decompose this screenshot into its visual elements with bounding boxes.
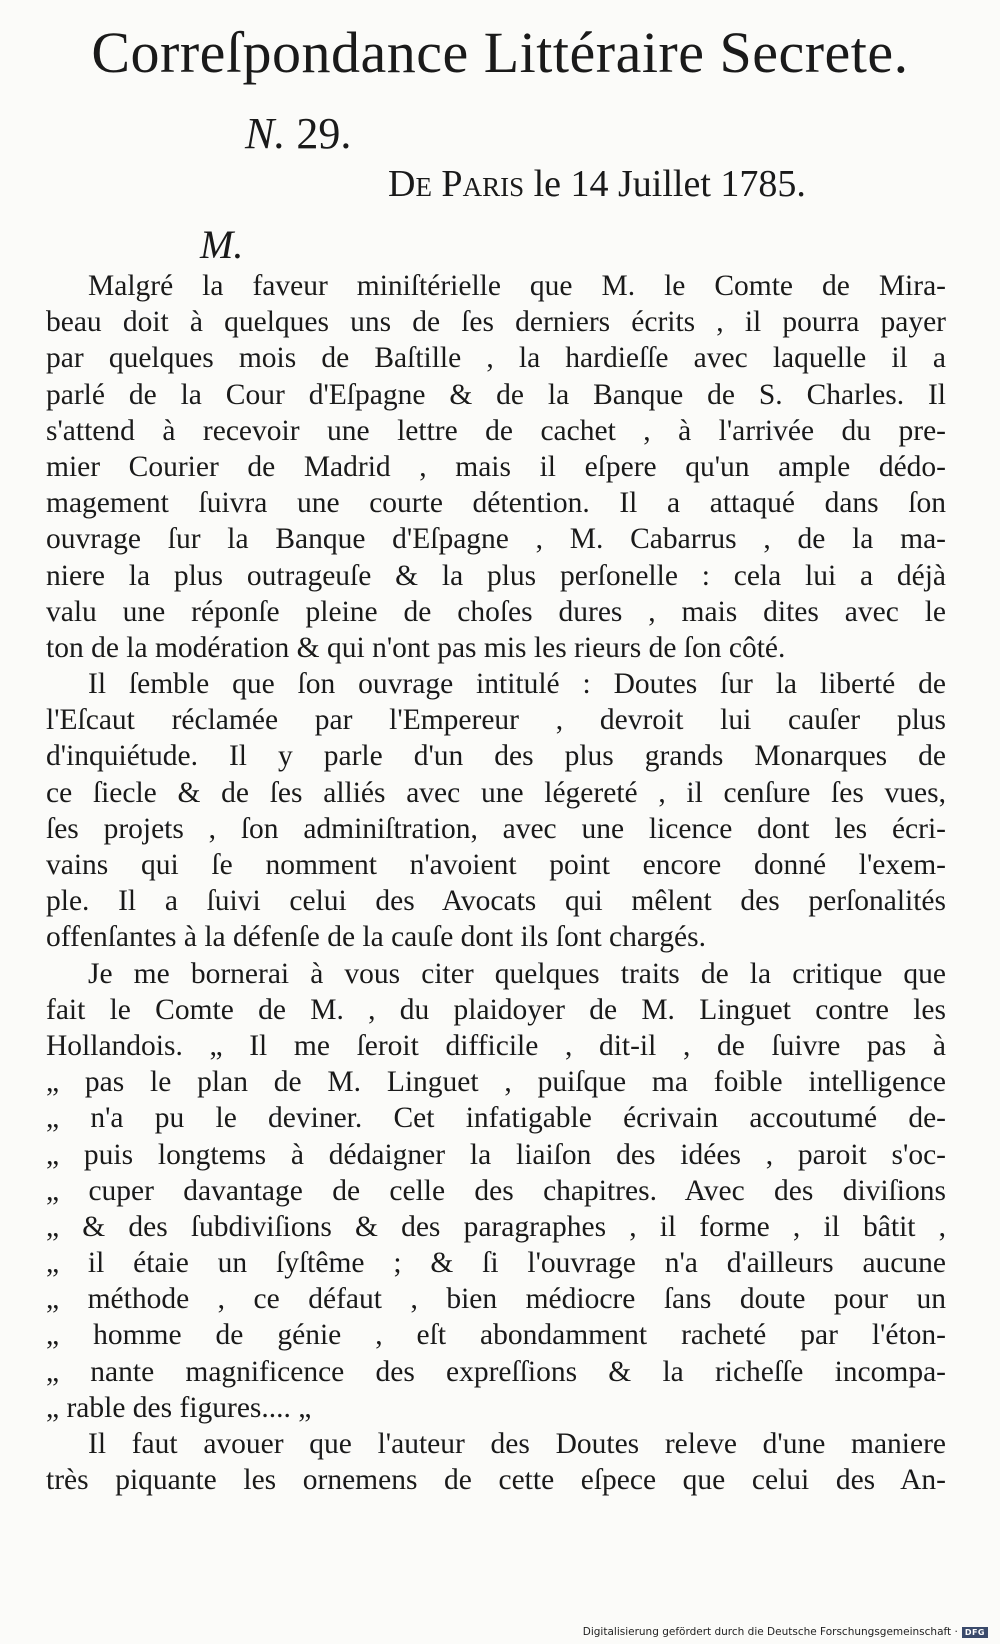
quote-line: „ homme de génie , eſt abondamment racheté par l'éton- xyxy=(46,1319,946,1352)
text-line: magement ſuivra une courte détention. Il a attaqué dans ſon xyxy=(46,487,946,520)
text-line: Malgré la faveur miniſtérielle que M. le Comte de Mira- xyxy=(88,270,946,302)
text-line: l'Eſcaut réclamée par l'Empereur , devroit lui cauſer plus xyxy=(46,704,946,737)
quote-line: „ & des ſubdiviſions & des paragraphes , il forme , il bâtit , xyxy=(46,1210,946,1243)
quote-line: „ nante magnificence des expreſſions & la richeſſe incompa- xyxy=(46,1355,946,1388)
issue-number-prefix: N. xyxy=(245,109,286,158)
credit-text: Digitalisierung gefördert durch die Deutsche Forschungsgemeinschaft · xyxy=(582,1626,958,1638)
quote-line: „ il étaie un ſyſtême ; & ſi l'ouvrage n'a d'ailleurs aucune xyxy=(46,1247,946,1280)
text-line: s'attend à recevoir une lettre de cachet , à l'arrivée du pre- xyxy=(46,414,946,447)
dateline xyxy=(388,160,806,208)
text-line: ple. Il a ſuivi celui des Avocats qui mêlent des perſonalités xyxy=(46,885,946,918)
body-text xyxy=(46,268,946,1498)
text-line: très piquante les ornemens de cette eſpece que celui des An- xyxy=(46,1464,946,1497)
salutation: M. xyxy=(200,222,244,267)
dfg-logo-icon: DFG xyxy=(962,1627,988,1638)
text-line: parlé de la Cour d'Eſpagne & de la Banque de S. Charles. Il xyxy=(46,378,946,411)
text-line: vains qui ſe nomment n'avoient point encore donné l'exem- xyxy=(46,849,946,881)
text-line: beau doit à quelques uns de ſes derniers écrits , il pourra payer xyxy=(46,306,946,339)
text-line: Il faut avouer que l'auteur des Doutes releve d'une maniere xyxy=(88,1428,946,1460)
quote-line: „ rable des figures.... „ xyxy=(46,1391,312,1424)
quote-line: „ n'a pu le deviner. Cet infatigable écrivain accoutumé de- xyxy=(46,1102,946,1135)
dateline-date: le 14 Juillet 1785. xyxy=(524,163,806,205)
text-line: ſes projets , ſon adminiſtration, avec une licence dont les écri- xyxy=(46,812,946,845)
text-line: par quelques mois de Baſtille , la hardieſſe avec laquelle il a xyxy=(46,342,946,375)
text-line: niere la plus outrageuſe & la plus perſonelle : cela lui a déjà xyxy=(46,559,946,592)
text-line: offenſantes à la défenſe de la cauſe dont ils ſont chargés. xyxy=(46,921,706,954)
text-line: d'inquiétude. Il y parle d'un des plus grands Monarques de xyxy=(46,740,946,773)
quote-line: „ puis longtems à dédaigner la liaiſon des idées , paroit s'oc- xyxy=(46,1138,946,1171)
text-line: ton de la modération & qui n'ont pas mis les rieurs de ſon côté. xyxy=(46,631,786,664)
digitization-credit xyxy=(583,1626,988,1638)
quote-line: „ pas le plan de M. Linguet , puiſque ma foible intelligence xyxy=(46,1066,946,1099)
text-line: ce ſiecle & de ſes alliés avec une légereté , il cenſure ſes vues, xyxy=(46,776,946,809)
text-line: Je me bornerai à vous citer quelques traits de la critique que xyxy=(88,957,946,990)
issue-number xyxy=(245,108,351,160)
text-line: mier Courier de Madrid , mais il eſpere qu'un ample dédo- xyxy=(46,450,946,483)
quote-line: „ méthode , ce défaut , bien médiocre ſans doute pour un xyxy=(46,1283,946,1316)
quote-line: „ cuper davantage de celle des chapitres. Avec des diviſions xyxy=(46,1174,946,1207)
text-line: Hollandois. „ Il me ſeroit difficile , dit-il , de ſuivre pas à xyxy=(46,1029,946,1062)
issue-number-value: 29. xyxy=(296,109,352,158)
journal-title: Correſpondance Littéraire Secrete. xyxy=(91,20,909,85)
text-line: ouvrage ſur la Banque d'Eſpagne , M. Cabarrus , de la ma- xyxy=(46,523,946,556)
text-line: valu une réponſe pleine de choſes dures , mais dites avec le xyxy=(46,595,946,628)
text-line: fait le Comte de M. , du plaidoyer de M. Linguet contre les xyxy=(46,993,946,1026)
text-line: Il ſemble que ſon ouvrage intitulé : Doutes ſur la liberté de xyxy=(88,668,946,701)
dateline-place: De Paris xyxy=(388,163,525,205)
